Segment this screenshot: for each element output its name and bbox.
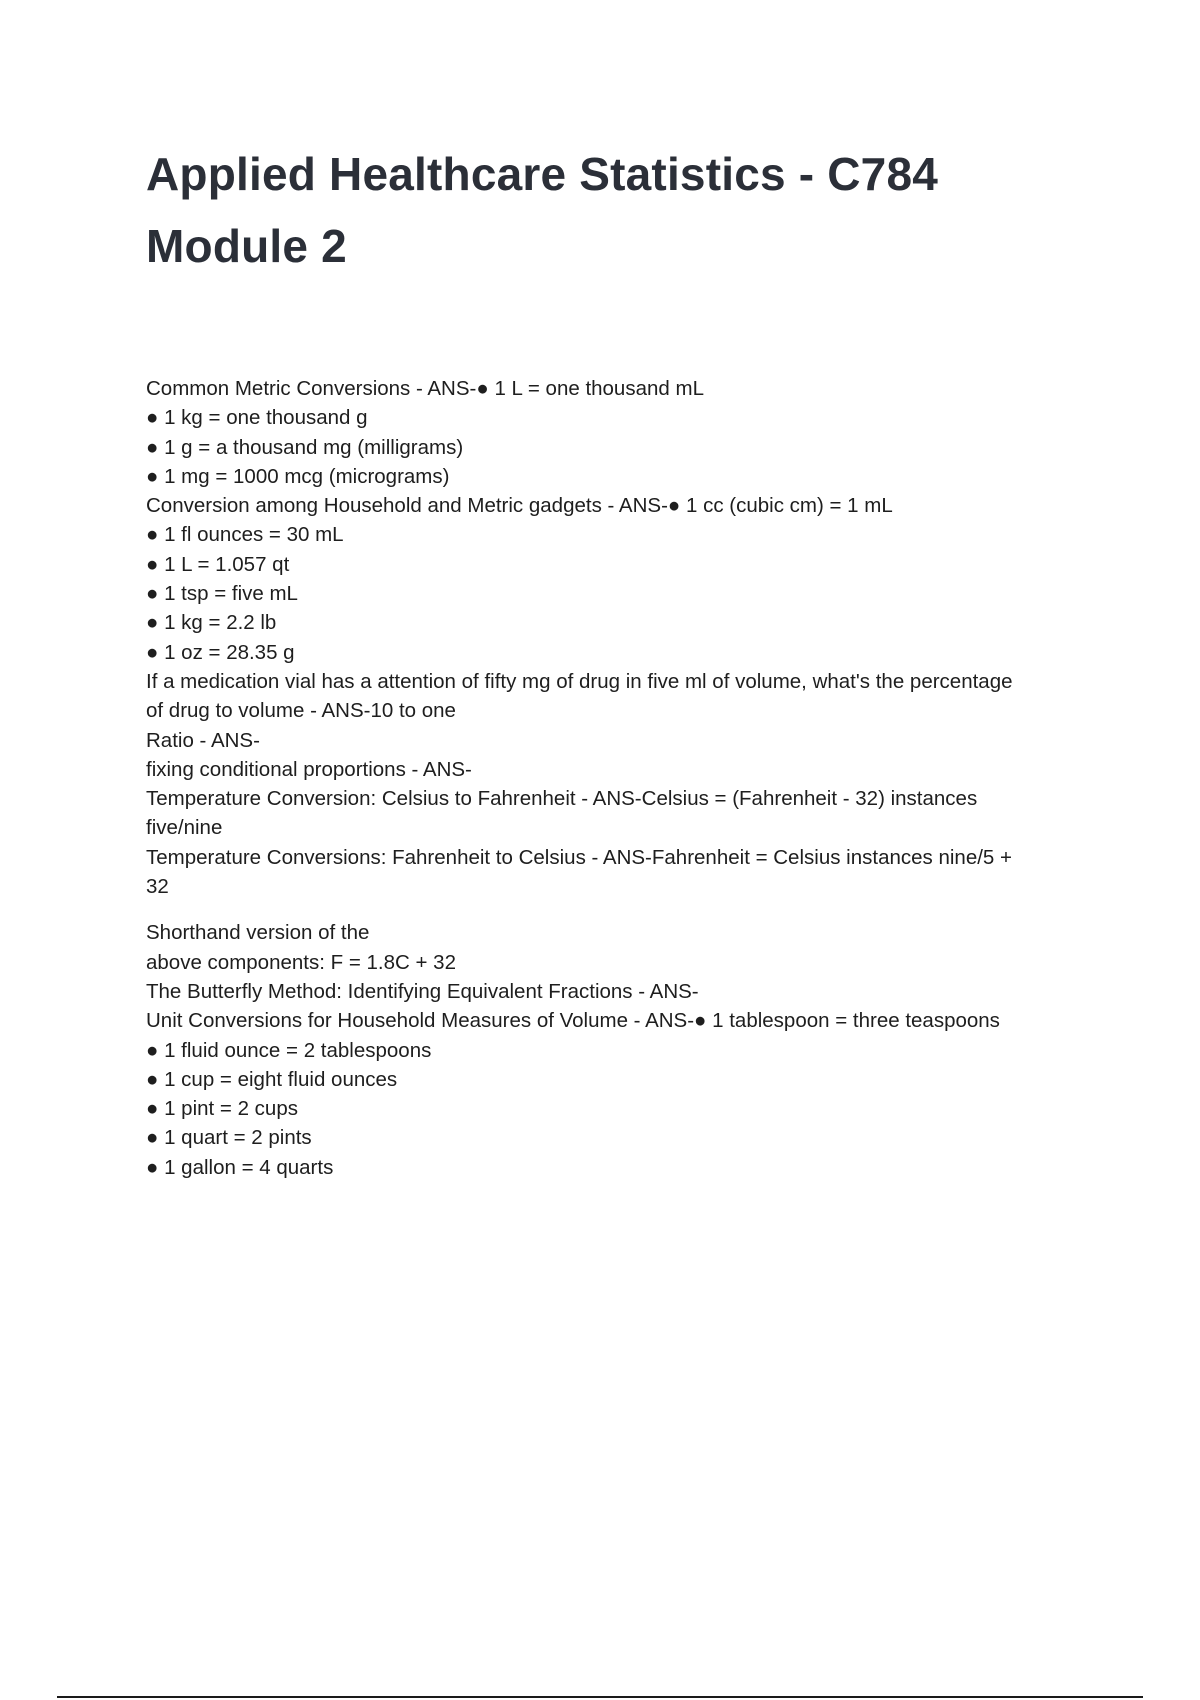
text-line: 32 [146, 875, 169, 899]
text-line: Conversion among Household and Metric gadgets - ANS-● 1 cc (cubic cm) = 1 mL [146, 494, 893, 518]
text-line: above components: F = 1.8C + 32 [146, 950, 456, 974]
text-line: fixing conditional proportions - ANS- [146, 757, 472, 781]
text-line: ● 1 fluid ounce = 2 tablespoons [146, 1038, 432, 1062]
text-line: Temperature Conversions: Fahrenheit to Celsius - ANS-Fahrenheit = Celsius instances nine/5 + [146, 845, 1012, 869]
text-line: ● 1 cup = eight fluid ounces [146, 1067, 398, 1091]
text-line: Temperature Conversion: Celsius to Fahrenheit - ANS-Celsius = (Fahrenheit - 32) instances [146, 787, 978, 811]
text-line: If a medication vial has a attention of fifty mg of drug in five ml of volume, what's the percentage [146, 669, 1013, 693]
text-line: The Butterfly Method: Identifying Equivalent Fractions - ANS- [146, 979, 699, 1003]
document-body [146, 374, 1101, 1182]
text-line: Common Metric Conversions - ANS-● 1 L = one thousand mL [146, 377, 704, 400]
text-line: ● 1 oz = 28.35 g [146, 640, 295, 664]
text-line: Unit Conversions for Household Measures of Volume - ANS-● 1 tablespoon = three teaspoons [146, 1009, 1000, 1033]
text-line: ● 1 tsp = five mL [146, 582, 298, 606]
text-line: ● 1 fl ounces = 30 mL [146, 523, 344, 547]
text-line: five/nine [146, 816, 223, 840]
text-line: ● 1 mg = 1000 mcg (micrograms) [146, 464, 450, 488]
document-title [146, 138, 1106, 282]
title-line-1: Applied Healthcare Statistics - C784 [146, 148, 939, 200]
text-line: ● 1 kg = one thousand g [146, 406, 368, 430]
text-line: Ratio - ANS- [146, 728, 260, 752]
paragraph-gap [146, 901, 1101, 918]
text-line: ● 1 kg = 2.2 lb [146, 611, 277, 635]
footer-divider [57, 1696, 1143, 1698]
text-line: Shorthand version of the [146, 921, 370, 945]
text-line: ● 1 quart = 2 pints [146, 1126, 312, 1150]
text-line: ● 1 g = a thousand mg (milligrams) [146, 435, 464, 459]
text-line: ● 1 gallon = 4 quarts [146, 1155, 334, 1179]
title-line-2: Module 2 [146, 220, 347, 272]
text-line: ● 1 pint = 2 cups [146, 1097, 298, 1121]
text-line: ● 1 L = 1.057 qt [146, 552, 290, 576]
text-line: of drug to volume - ANS-10 to one [146, 699, 456, 723]
